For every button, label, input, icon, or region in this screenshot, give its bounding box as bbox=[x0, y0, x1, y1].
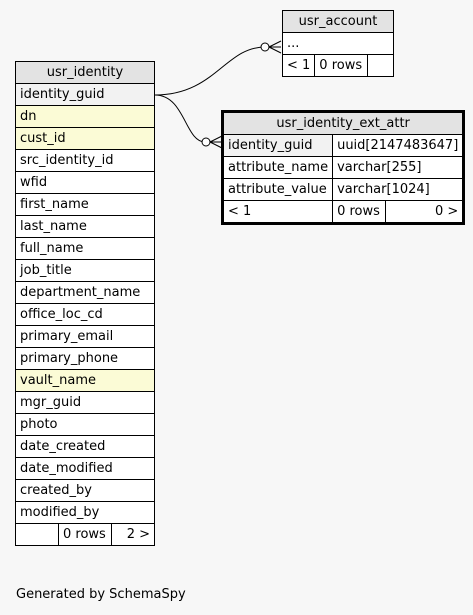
row-count: 0 rows bbox=[315, 55, 368, 77]
column-row: modified_by bbox=[16, 502, 155, 524]
column-row: full_name bbox=[16, 238, 155, 260]
zero-optional-icon bbox=[202, 138, 210, 146]
parents-count bbox=[16, 524, 59, 546]
column-name: attribute_name bbox=[223, 157, 333, 179]
column-row: dn bbox=[16, 106, 155, 128]
connector-usr-identity-to-usr-account bbox=[155, 47, 265, 95]
column-row: cust_id bbox=[16, 128, 155, 150]
children-count: 2 > bbox=[112, 524, 155, 546]
column-row: date_created bbox=[16, 436, 155, 458]
column-row: primary_phone bbox=[16, 348, 155, 370]
column-row: photo bbox=[16, 414, 155, 436]
crow-foot-icon bbox=[269, 41, 281, 53]
column-row: mgr_guid bbox=[16, 392, 155, 414]
row-count: 0 rows bbox=[59, 524, 112, 546]
column-type: varchar[255] bbox=[333, 157, 464, 179]
column-row: identity_guid bbox=[16, 84, 155, 106]
table-usr-account[interactable] bbox=[282, 10, 394, 77]
column-name: attribute_value bbox=[223, 179, 333, 201]
column-row: first_name bbox=[16, 194, 155, 216]
column-row: created_by bbox=[16, 480, 155, 502]
column-row: office_loc_cd bbox=[16, 304, 155, 326]
column-row: vault_name bbox=[16, 370, 155, 392]
table-usr-identity[interactable] bbox=[15, 61, 155, 546]
generated-by-label: Generated by SchemaSpy bbox=[16, 587, 186, 602]
column-row: last_name bbox=[16, 216, 155, 238]
connector-usr-identity-to-ext-attr bbox=[155, 95, 205, 142]
column-row: src_identity_id bbox=[16, 150, 155, 172]
parents-count: < 1 bbox=[283, 55, 315, 77]
children-count bbox=[368, 55, 394, 77]
column-row: department_name bbox=[16, 282, 155, 304]
table-title[interactable]: usr_identity bbox=[16, 62, 155, 84]
column-name: identity_guid bbox=[223, 135, 333, 157]
table-usr-identity-ext-attr[interactable] bbox=[221, 110, 465, 225]
column-row: ... bbox=[283, 33, 394, 55]
column-row: job_title bbox=[16, 260, 155, 282]
row-count: 0 rows bbox=[333, 201, 386, 224]
column-type: uuid[2147483647] bbox=[333, 135, 464, 157]
table-title[interactable]: usr_identity_ext_attr bbox=[223, 112, 464, 135]
table-title[interactable]: usr_account bbox=[283, 11, 394, 33]
column-row: primary_email bbox=[16, 326, 155, 348]
column-type: varchar[1024] bbox=[333, 179, 464, 201]
zero-optional-icon bbox=[261, 43, 269, 51]
parents-count: < 1 bbox=[223, 201, 333, 224]
column-row: date_modified bbox=[16, 458, 155, 480]
column-row: wfid bbox=[16, 172, 155, 194]
children-count: 0 > bbox=[386, 201, 464, 224]
